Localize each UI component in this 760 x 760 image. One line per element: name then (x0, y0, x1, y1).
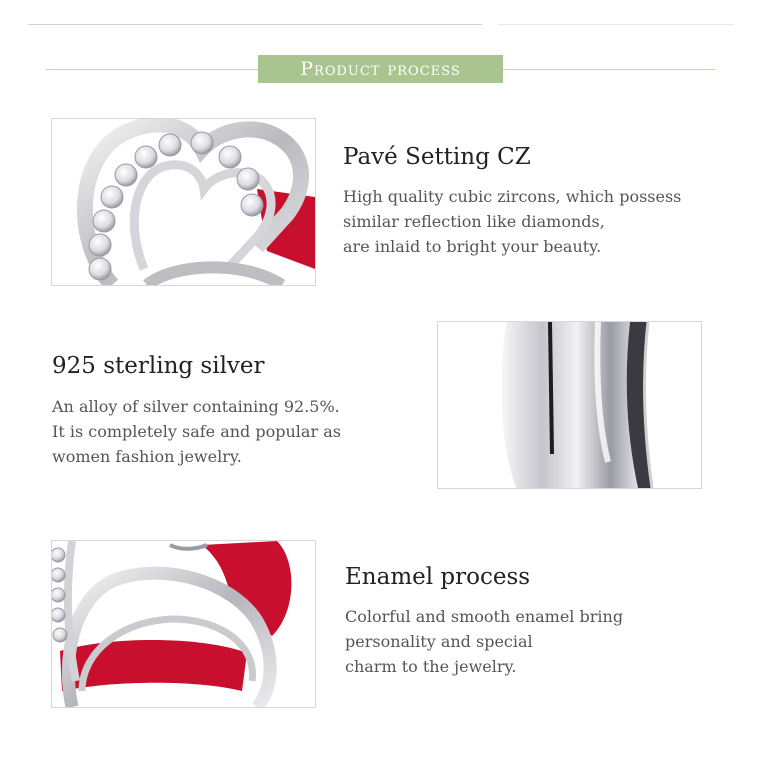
feature-title-silver: 925 sterling silver (52, 353, 265, 379)
top-divider-faint (498, 24, 734, 25)
feature-desc-line: similar reflection like diamonds, (343, 212, 605, 231)
feature-desc-line: It is completely safe and popular as (52, 422, 341, 441)
feature-desc-line: charm to the jewelry. (345, 657, 517, 676)
feature-title-pave: Pavé Setting CZ (343, 144, 531, 170)
feature-desc-line: Colorful and smooth enamel bring (345, 607, 624, 626)
feature-title-enamel: Enamel process (345, 564, 531, 590)
feature-desc-line: personality and special (345, 632, 533, 651)
feature-desc-pave (343, 184, 681, 259)
pave-setting-photo (51, 118, 316, 286)
sterling-silver-photo (437, 321, 702, 489)
feature-desc-line: are inlaid to bright your beauty. (343, 237, 602, 256)
feature-desc-silver (52, 394, 341, 469)
feature-desc-enamel (345, 604, 623, 679)
enamel-photo (51, 540, 316, 708)
section-title: Product process (300, 57, 461, 80)
feature-desc-line: women fashion jewelry. (52, 447, 242, 466)
header-rule-left (46, 69, 258, 70)
section-header-banner (258, 55, 503, 83)
top-divider (28, 24, 482, 25)
feature-desc-line: High quality cubic zircons, which possess (343, 187, 682, 206)
header-rule-right (503, 69, 715, 70)
feature-desc-line: An alloy of silver containing 92.5%. (52, 397, 340, 416)
